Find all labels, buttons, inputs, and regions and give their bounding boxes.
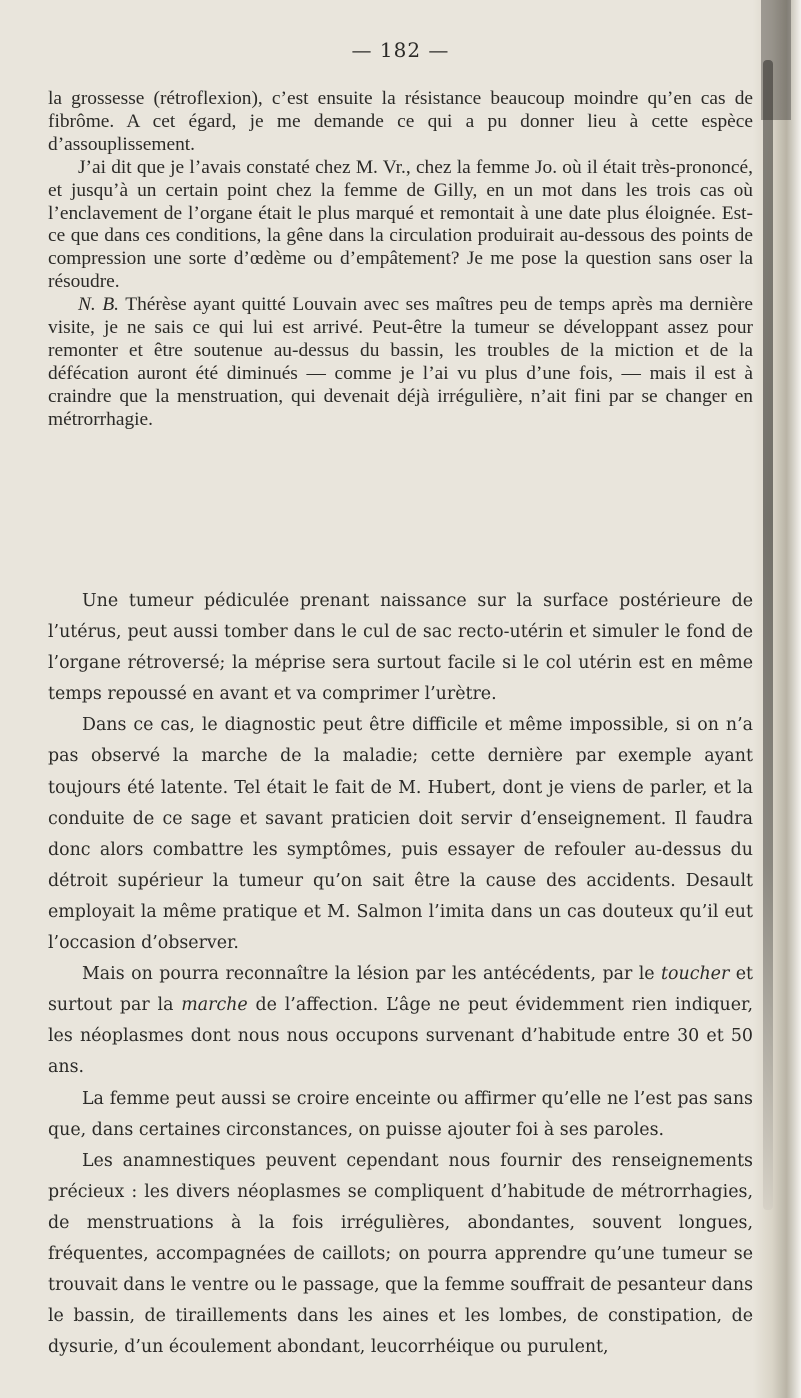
text-run: et surtout par la xyxy=(48,964,754,1016)
page-number: — 182 — xyxy=(351,38,450,62)
paragraph-anamnestics: Les anamnestiques peuvent cependant nous fournir des renseignements précieux : les divers néoplasmes se compliquent d’habitude de métrorrhagies, de menstruations à la fois irrégulières, abondantes, souvent longues, fréquentes, accompagnées de caillots; on pourra apprendre qu’une tumeur se trouvait dans le ventre ou le passage, que la femme souffrait de pesanteur dans le bassin, de tiraillements dans les aines et les lombes, de constipation, de dysurie, d’un écoulement abondant, leucorrhéique ou purulent, xyxy=(48,1150,753,1358)
emphasis-marche: marche xyxy=(181,995,248,1016)
page-fold-shadow xyxy=(761,0,791,120)
paragraph-observation: J’ai dit que je l’avais constaté chez M. Vr., chez la femme Jo. où il était très-prononcé, et jusqu’à un certain point chez la femme de Gilly, en un mot dans les trois cas où l’enclavement de l’organe était le plus marqué et remontait à une date plus éloignée. Est-ce que dans ces conditions, la gêne dans la circulation produirait au-dessous des points de compression une sorte d’œdème ou d’empâtement? Je me pose la question sans oser la résoudre. xyxy=(48,156,753,293)
binding-edge xyxy=(763,60,773,1210)
binding-shadow xyxy=(753,0,801,1398)
text-run: de l’affection. L’âge ne peut évidemment rien indiquer, les néoplasmes dont nous nous occupons survenant d’habitude entre 30 et 50 ans. xyxy=(48,995,753,1078)
note-text: Thérèse ayant quitté Louvain avec ses maîtres peu de temps après ma dernière visite, je ne sais ce qui lui est arrivé. Peut-être la tumeur se développant assez pour remonter et être soutenue au-dessus du bassin, les troubles de la miction et de la défécation auront été diminués — comme je l’ai vu plus d’une fois, — mais il est à craindre que la menstruation, qui devenait déjà irrégulière, n’ait fini par se changer en métrorrhagie. xyxy=(48,294,753,430)
main-section xyxy=(48,586,753,1363)
emphasis-toucher: toucher xyxy=(661,964,730,985)
paragraph-diagnosis: Dans ce cas, le diagnostic peut être difficile et même impossible, si on n’a pas observé la marche de la maladie; cette dernière par exemple ayant toujours été latente. Tel était le fait de M. Hubert, dont je viens de parler, et la conduite de ce sage et savant praticien doit servir d’enseignement. Il faudra donc alors combattre les symptômes, puis essayer de refouler au-dessus du détroit supérieur la tumeur qu’on sait être la cause des accidents. Desault employait la même pratique et M. Salmon l’imita dans un cas douteux qu’il eut l’occasion d’observer. xyxy=(48,715,753,954)
note-label: N. B. xyxy=(78,294,120,316)
note-paragraph xyxy=(48,294,753,431)
paragraph-pregnancy: La femme peut aussi se croire enceinte ou affirmer qu’elle ne l’est pas sans que, dans certaines circonstances, on puisse ajouter foi à ses paroles. xyxy=(48,1088,753,1140)
paragraph-recognition xyxy=(48,959,753,1083)
top-section xyxy=(48,88,753,432)
paragraph-pedunculated-tumor: Une tumeur pédiculée prenant naissance sur la surface postérieure de l’utérus, peut aussi tomber dans le cul de sac recto-utérin et simuler le fond de l’organe rétroversé; la méprise sera surtout facile si le col utérin est en même temps repoussé en avant et va comprimer l’urètre. xyxy=(48,591,753,705)
text-run: Mais on pourra reconnaître la lésion par les antécédents, par le xyxy=(82,964,662,985)
paragraph-continuation: la grossesse (rétroflexion), c’est ensuite la résistance beaucoup moindre qu’en cas de fibrôme. A cet égard, je me demande ce qui a pu donner lieu à cette espèce d’assouplissement. xyxy=(48,88,753,155)
